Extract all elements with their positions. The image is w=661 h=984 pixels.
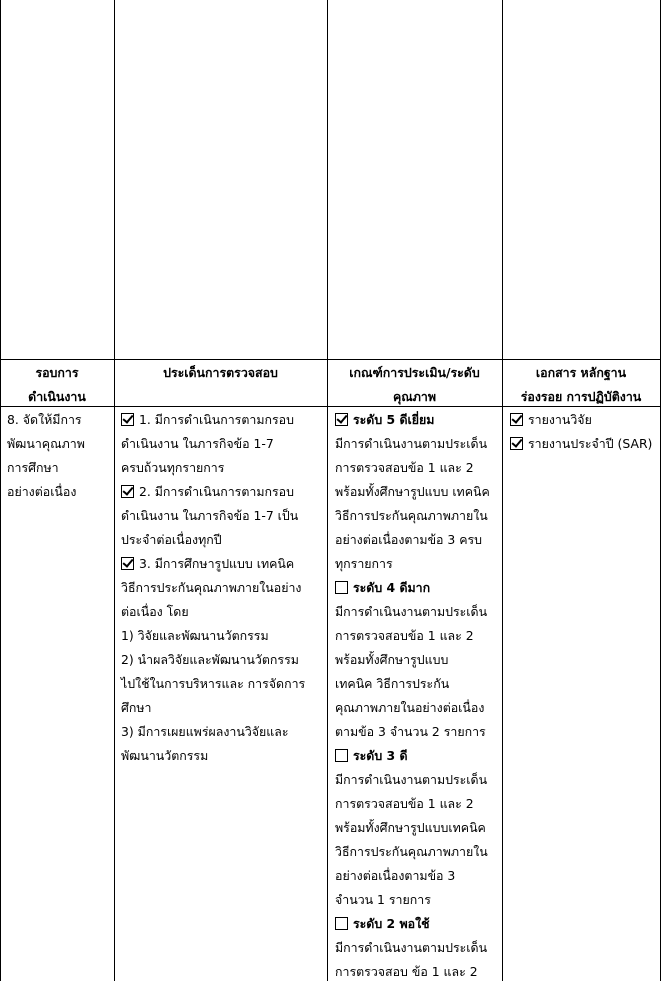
empty-box-icon [335, 749, 348, 762]
checked-box-icon [121, 413, 134, 426]
criteria-text: การตรวจสอบข้อ 1 และ 2 [335, 460, 474, 475]
criteria-text: มีการดำเนินงานตามประเด็น [335, 772, 488, 787]
level-label: ระดับ 5 ดีเยี่ยม [353, 412, 435, 427]
header-top-border [0, 359, 661, 360]
empty-box-icon [335, 917, 348, 930]
criteria-text: คุณภาพภายในอย่างต่อเนื่อง [335, 700, 485, 715]
header-criteria-line2: คุณภาพ [392, 389, 437, 404]
criteria-text: อย่างต่อเนื่องตามข้อ 3 ครบ [335, 532, 483, 547]
evidence-text: รายงานประจำปี (SAR) [528, 436, 653, 451]
column-divider-1 [114, 0, 115, 981]
criteria-text: ทุกรายการ [335, 556, 393, 571]
issue-text: 3. มีการศึกษารูปแบบ เทคนิค [139, 556, 295, 571]
sub-item: ศึกษา [121, 700, 152, 715]
checked-box-icon [510, 413, 523, 426]
criteria-text: วิธีการประกันคุณภาพภายใน [335, 844, 488, 859]
header-evidence-line1: เอกสาร หลักฐาน [535, 365, 627, 380]
checked-box-icon [335, 413, 348, 426]
evidence-text: รายงานวิจัย [528, 412, 592, 427]
criteria-text: อย่างต่อเนื่องตามข้อ 3 [335, 868, 456, 883]
issues-cell [121, 408, 325, 768]
issue-text: 2. มีการดำเนินการตามกรอบ [139, 484, 294, 499]
sub-item: 1) วิจัยและพัฒนานวัตกรรม [121, 628, 269, 643]
header-criteria [327, 361, 502, 409]
header-evidence-line2: ร่องรอย การปฏิบัติงาน [520, 389, 642, 404]
level-4-heading [335, 576, 501, 600]
round-line: การศึกษา [7, 460, 59, 475]
level-5-heading [335, 408, 501, 432]
issue-item-3 [121, 552, 325, 576]
criteria-text: จำนวน 1 รายการ [335, 892, 431, 907]
issue-item-2 [121, 480, 325, 504]
level-label: ระดับ 3 ดี [353, 748, 408, 763]
header-issues-label: ประเด็นการตรวจสอบ [163, 365, 278, 380]
issue-text: ดำเนินงาน ในภารกิจข้อ 1-7 เป็น [121, 508, 299, 523]
criteria-text: พร้อมทั้งศึกษารูปแบบ เทคนิค [335, 484, 490, 499]
issue-text: 1. มีการดำเนินการตามกรอบ [139, 412, 294, 427]
header-issues [114, 361, 327, 385]
evidence-cell [510, 408, 660, 456]
criteria-text: มีการดำเนินงานตามประเด็น [335, 436, 488, 451]
empty-box-icon [335, 581, 348, 594]
table-border-left [0, 0, 1, 981]
criteria-text: มีการดำเนินงานตามประเด็น [335, 604, 488, 619]
round-cell [7, 408, 112, 504]
header-round-line2: ดำเนินงาน [28, 389, 86, 404]
criteria-text: พร้อมทั้งศึกษารูปแบบเทคนิค [335, 820, 486, 835]
criteria-cell [335, 408, 501, 984]
criteria-text: พร้อมทั้งศึกษารูปแบบ [335, 652, 449, 667]
criteria-text: มีการดำเนินงานตามประเด็น [335, 940, 488, 955]
header-evidence [502, 361, 660, 409]
sub-item: ไปใช้ในการบริหารและ การจัดการ [121, 676, 306, 691]
criteria-text: การตรวจสอบข้อ 1 และ 2 [335, 628, 474, 643]
criteria-text: เทคนิค วิธีการประกัน [335, 676, 450, 691]
criteria-text: การตรวจสอบ ข้อ 1 และ 2 [335, 964, 478, 979]
sub-item: พัฒนานวัตกรรม [121, 748, 209, 763]
checked-box-icon [121, 485, 134, 498]
header-round-line1: รอบการ [35, 365, 79, 380]
issue-text: ดำเนินงาน ในภารกิจข้อ 1-7 [121, 436, 274, 451]
sub-item: 3) มีการเผยแพร่ผลงานวิจัยและ [121, 724, 289, 739]
round-line: 8. จัดให้มีการ [7, 412, 82, 427]
checked-box-icon [510, 437, 523, 450]
evidence-item-2 [510, 432, 660, 456]
level-label: ระดับ 2 พอใช้ [353, 916, 430, 931]
criteria-text: การตรวจสอบข้อ 1 และ 2 [335, 796, 474, 811]
issue-text: ประจำต่อเนื่องทุกปี [121, 532, 222, 547]
header-criteria-line1: เกณฑ์การประเมิน/ระดับ [349, 365, 480, 380]
criteria-text: ตามข้อ 3 จำนวน 2 รายการ [335, 724, 486, 739]
round-line: อย่างต่อเนื่อง [7, 484, 77, 499]
level-3-heading [335, 744, 501, 768]
level-label: ระดับ 4 ดีมาก [353, 580, 431, 595]
column-divider-3 [502, 0, 503, 981]
evidence-item-1 [510, 408, 660, 432]
issue-text: ต่อเนื่อง โดย [121, 604, 189, 619]
issue-text: วิธีการประกันคุณภาพภายในอย่าง [121, 580, 302, 595]
checked-box-icon [121, 557, 134, 570]
level-2-heading [335, 912, 501, 936]
issue-text: ครบถ้วนทุกรายการ [121, 460, 225, 475]
issue-item-1 [121, 408, 325, 432]
round-line: พัฒนาคุณภาพ [7, 436, 85, 451]
criteria-text: วิธีการประกันคุณภาพภายใน [335, 508, 488, 523]
column-divider-2 [327, 0, 328, 981]
header-round [0, 361, 114, 409]
sub-item: 2) นำผลวิจัยและพัฒนานวัตกรรม [121, 652, 299, 667]
